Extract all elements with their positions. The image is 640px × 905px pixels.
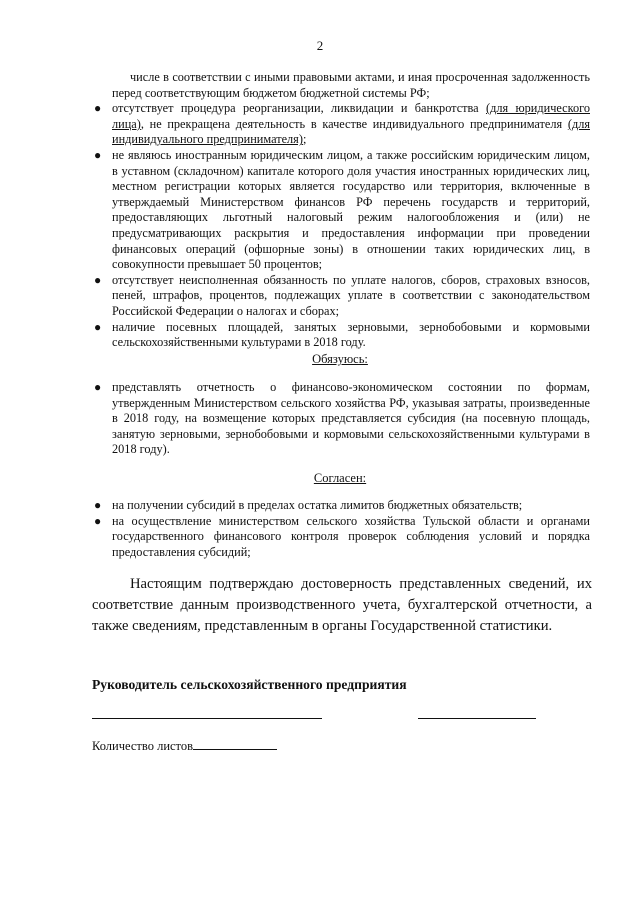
bullet-icon: ● xyxy=(94,319,102,334)
list-item xyxy=(94,147,590,273)
consent-text: на получении субсидий в пределах остатка лимитов бюджетных обязательств; xyxy=(112,498,523,512)
list-item xyxy=(94,319,590,351)
condition-text: отсутствует неисполненная обязанность по уплате налогов, сборов, страховых взносов, пеней, штрафов, процентов, подлежащих уплате в соответствии с законодательством Российской Федерации о налогах и сборах; xyxy=(112,272,590,318)
consent-block xyxy=(94,498,590,560)
list-item xyxy=(94,101,590,148)
intro-line: числе в соответствии с иными правовыми актами, и иная просроченная задолженность перед соответствующим бюджетом бюджетной системы РФ; xyxy=(112,70,590,100)
sheets-count xyxy=(92,737,277,754)
obligations-block xyxy=(94,380,590,458)
condition-underlined-2: (для индивидуального предпринимателя) xyxy=(112,116,590,147)
page-number: 2 xyxy=(316,38,324,53)
confirmation-paragraph: Настоящим подтверждаю достоверность представленных сведений, их соответствие данным производственного учета, бухгалтерской отчетности, а также сведениям, представленным в органы Государственной статистики. xyxy=(92,576,592,634)
condition-end: ; xyxy=(302,132,307,147)
bullet-icon: ● xyxy=(94,101,102,116)
obligations-heading: Обязуюсь: xyxy=(312,352,368,366)
conditions-block xyxy=(94,70,590,351)
signature-line xyxy=(92,718,322,719)
name-line xyxy=(418,718,536,719)
list-item xyxy=(94,498,590,514)
conditions-list xyxy=(94,101,590,351)
condition-underlined: (для юридического лица) xyxy=(112,101,590,131)
list-item xyxy=(94,513,590,561)
list-item xyxy=(94,380,590,458)
consent-text: на осуществление министерством сельского хозяйства Тульской области и органами государственного финансового контроля проверок соблюдения условий и порядка предоставления субсидий; xyxy=(112,513,590,559)
bullet-icon: ● xyxy=(94,380,102,394)
consent-list xyxy=(94,498,590,560)
bullet-icon: ● xyxy=(94,272,102,287)
list-item xyxy=(94,272,590,320)
bullet-icon: ● xyxy=(94,147,102,162)
consent-heading: Согласен: xyxy=(313,471,367,485)
obligations-list xyxy=(94,380,590,458)
condition-text: наличие посевных площадей, занятых зерновыми, зернобобовыми и кормовыми сельскохозяйственными культурами в 2018 году. xyxy=(112,319,590,350)
sheets-label: Количество листов xyxy=(92,739,194,753)
bullet-icon: ● xyxy=(94,513,102,528)
condition-text: не являюсь иностранным юридическим лицом, а также российским юридическим лицом, в уставном (складочном) капитале которого доля участия иностранных юридических лиц, местном регистрации которых является государство или территория, включенные в утверждаемый Министерством финансов РФ перечень государств и территорий, предоставляющих льготный налоговый режим налогообложения и (или) не предусматривающих раскрытия и предоставления информации при проведении финансовых операций (офшорные зоны) в отношении таких юридических лиц, в совокупности превышает 50 процентов; xyxy=(112,147,590,272)
signer-title: Руководитель сельскохозяйственного предприятия xyxy=(92,677,407,692)
condition-text: отсутствует процедура реорганизации, ликвидации и банкротства xyxy=(112,101,486,116)
condition-text-rest: , не прекращена деятельность в качестве индивидуального предпринимателя xyxy=(140,116,568,131)
obligation-text: представлять отчетность о финансово-экономическом состоянии по формам, утвержденным Министерством сельского хозяйства РФ, указывая затраты, произведенные в 2018 году, на возмещение которых представляется субсидия (на посевную площадь, занятую зерновыми, зернобобовыми и кормовыми сельскохозяйственными культурами в 2018 году). xyxy=(112,380,590,457)
bullet-icon: ● xyxy=(94,498,102,512)
sheets-blank-field xyxy=(193,737,277,750)
